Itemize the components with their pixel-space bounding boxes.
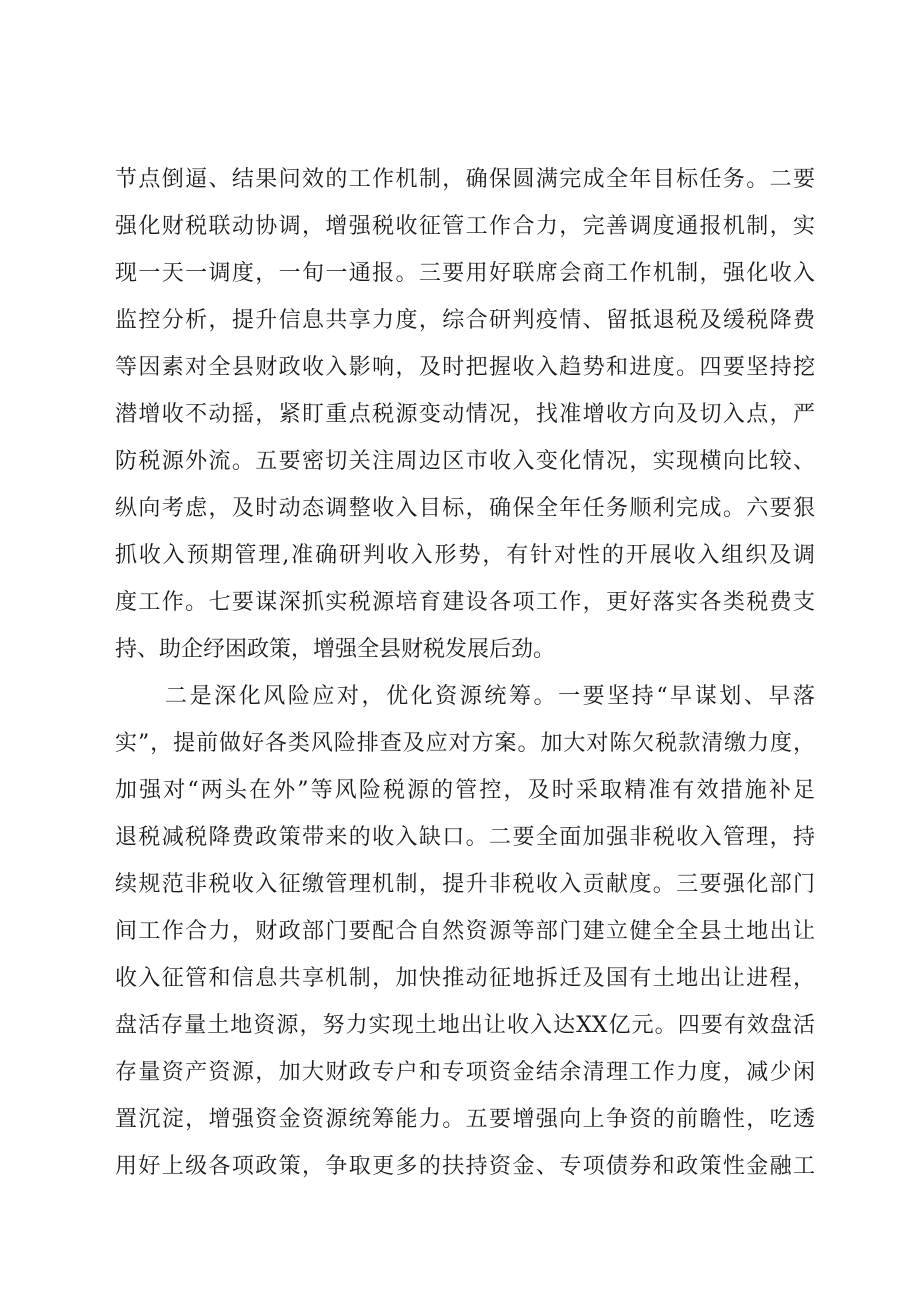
- text-line: 等因素对全县财政收入影响，及时把握收入趋势和进度。四要坚持挖: [115, 355, 815, 380]
- text-line: 潜增收不动摇，紧盯重点税源变动情况，找准增收方向及切入点，严: [115, 402, 815, 427]
- text-line: 强化财税联动协调，增强税收征管工作合力，完善调度通报机制，实: [115, 214, 815, 239]
- text-line: 用好上级各项政策，争取更多的扶持资金、专项债券和政策性金融工: [115, 1154, 815, 1179]
- text-line: 现一天一调度，一旬一通报。三要用好联席会商工作机制，强化收入: [115, 261, 815, 286]
- text-line: 盘活存量土地资源，努力实现土地出让收入达XX亿元。四要有效盘活: [115, 1013, 815, 1038]
- text-line: 度工作。七要谋深抓实税源培育建设各项工作，更好落实各类税费支: [115, 590, 815, 615]
- text-line: 纵向考虑，及时动态调整收入目标，确保全年任务顺利完成。六要狠: [115, 496, 815, 521]
- text-line: 置沉淀，增强资金资源统筹能力。五要增强向上争资的前瞻性，吃透: [115, 1107, 815, 1132]
- text-line: 间工作合力，财政部门要配合自然资源等部门建立健全全县土地出让: [115, 919, 815, 944]
- text-line: 加强对“两头在外”等风险税源的管控，及时采取精准有效措施补足: [115, 778, 815, 803]
- text-line: 续规范非税收入征缴管理机制，提升非税收入贡献度。三要强化部门: [115, 872, 815, 897]
- text-line: 存量资产资源，加大财政专户和专项资金结余清理工作力度，减少闲: [115, 1060, 815, 1085]
- text-line: 退税减税降费政策带来的收入缺口。二要全面加强非税收入管理，持: [115, 825, 815, 850]
- text-line: 节点倒逼、结果问效的工作机制，确保圆满完成全年目标任务。二要: [115, 167, 815, 192]
- text-line: 二是深化风险应对，优化资源统筹。一要坚持“早谋划、早落: [165, 684, 815, 709]
- text-line: 防税源外流。五要密切关注周边区市收入变化情况，实现横向比较、: [115, 449, 815, 474]
- text-line: 抓收入预期管理,准确研判收入形势，有针对性的开展收入组织及调: [115, 543, 815, 568]
- text-line: 收入征管和信息共享机制，加快推动征地拆迁及国有土地出让进程，: [115, 966, 815, 991]
- text-line: 监控分析，提升信息共享力度，综合研判疫情、留抵退税及缓税降费: [115, 308, 815, 333]
- text-line: 实”，提前做好各类风险排查及应对方案。加大对陈欠税款清缴力度，: [115, 731, 815, 756]
- text-line: 持、助企纾困政策，增强全县财税发展后劲。: [115, 637, 556, 662]
